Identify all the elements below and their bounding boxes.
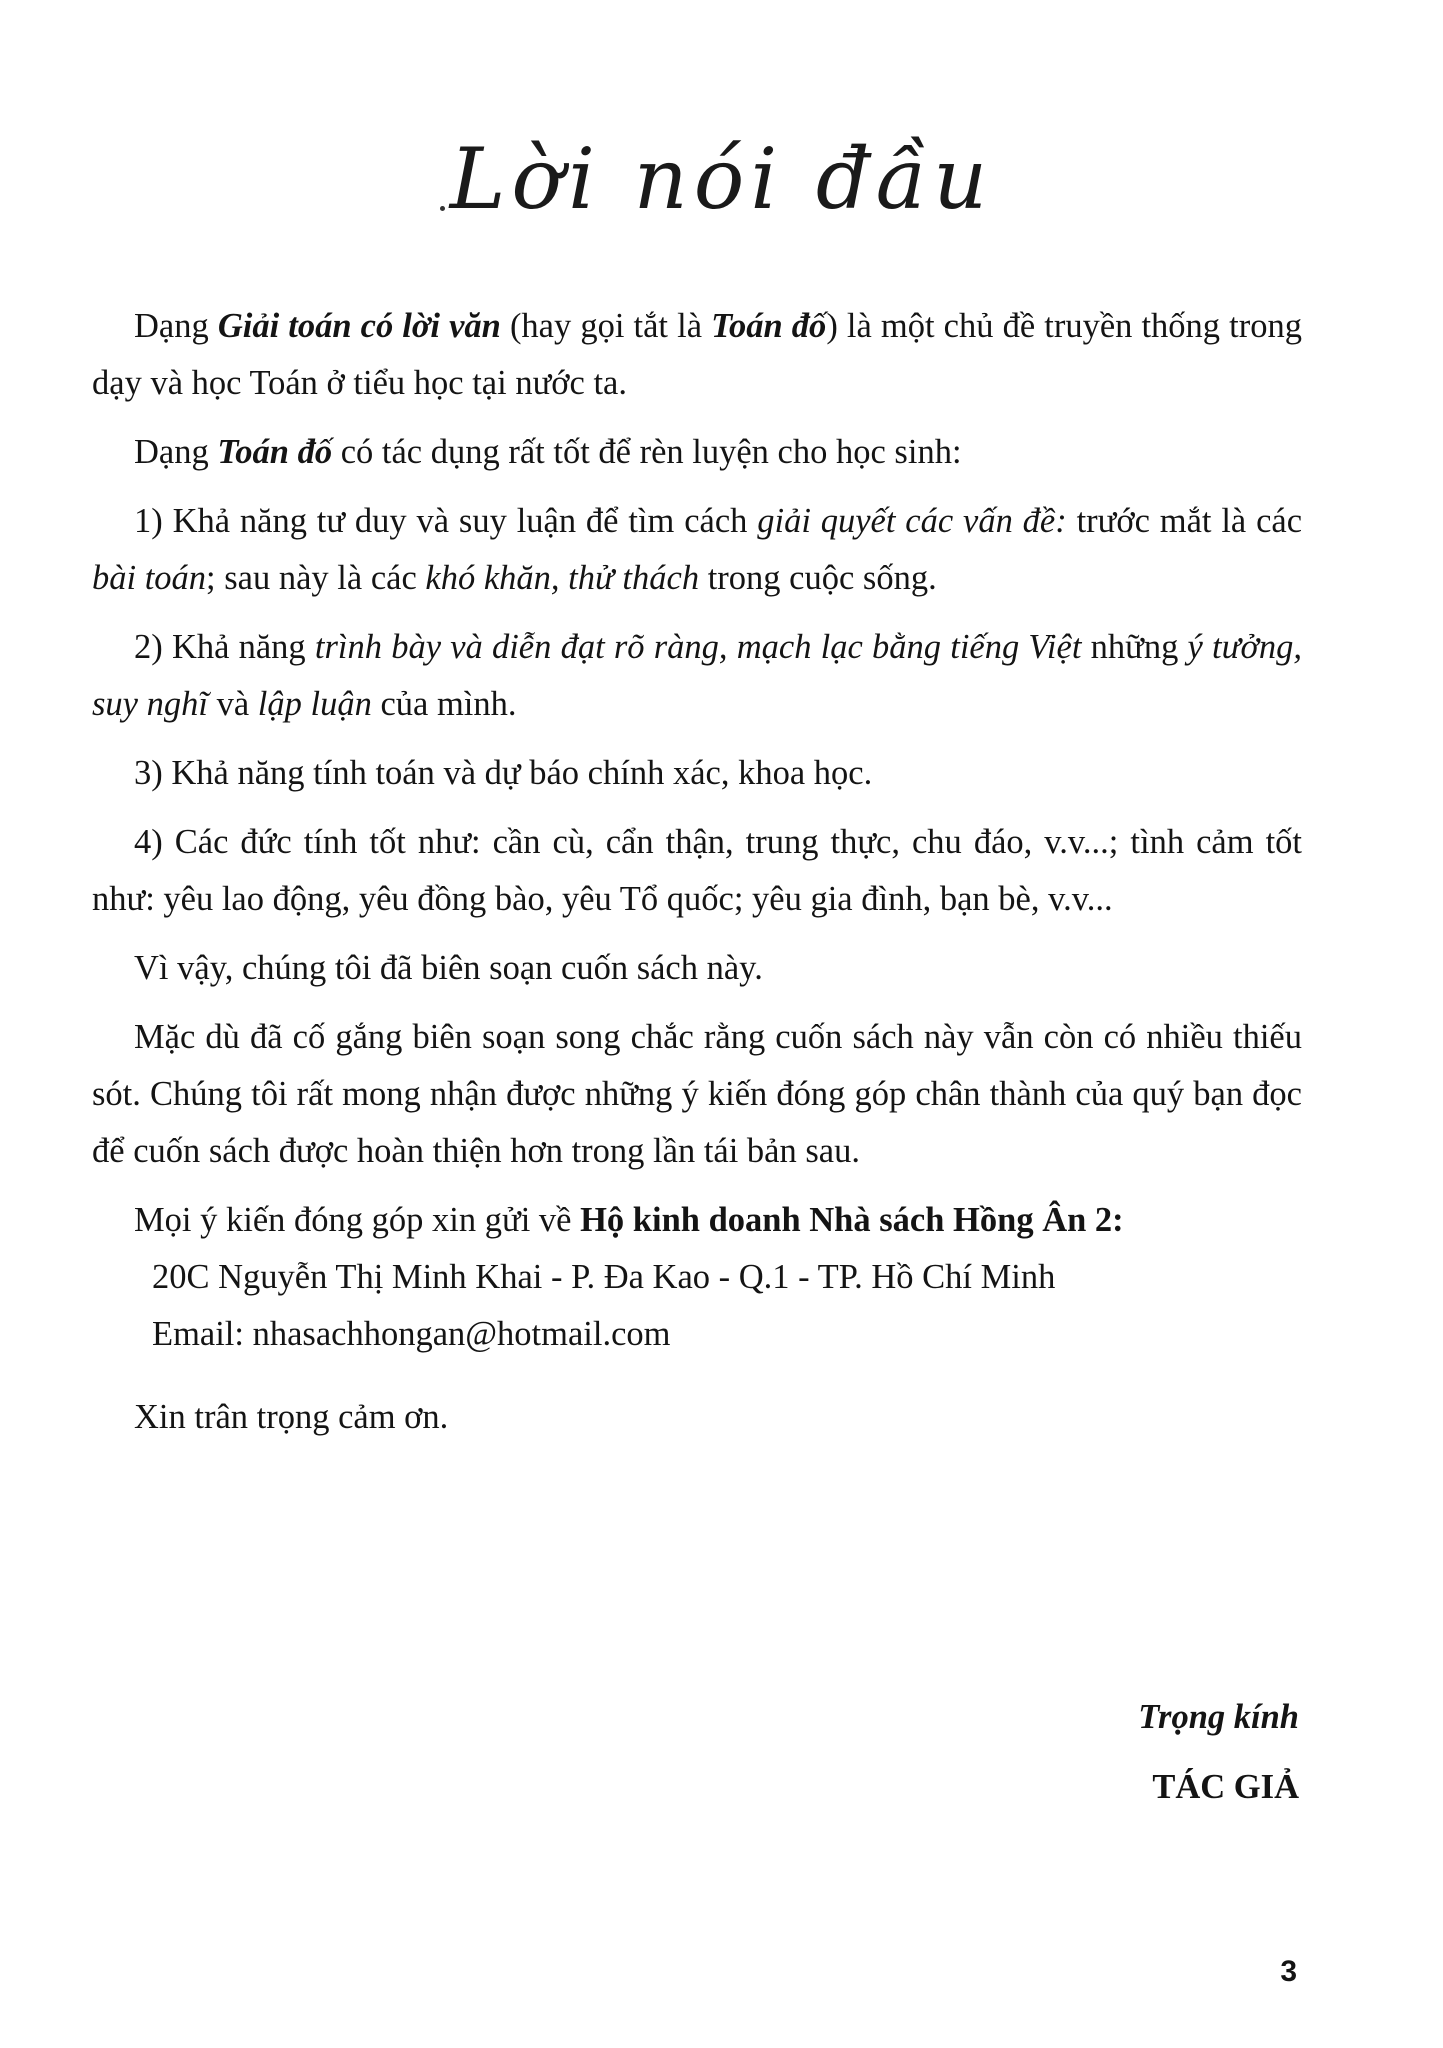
body-text	[92, 298, 1302, 1458]
signature-author: TÁC GIẢ	[1152, 1768, 1299, 1806]
signature-regards: Trọng kính	[1138, 1698, 1299, 1736]
paragraph-2: Dạng Toán đố có tác dụng rất tốt để rèn luyện cho học sinh:	[134, 433, 962, 471]
contact-email: Email: nhasachhongan@hotmail.com	[152, 1315, 671, 1353]
emphasis-giai-toan: Giải toán có lời văn	[217, 307, 501, 345]
title-dot	[440, 206, 445, 211]
paragraph-3: 1) Khả năng tư duy và suy luận để tìm cách giải quyết các vấn đề: trước mắt là các bài toán; sau này là các khó khăn, thử thách trong cuộc sống.	[92, 502, 1303, 597]
paragraph-4: 2) Khả năng trình bày và diễn đạt rõ ràng, mạch lạc bằng tiếng Việt những ý tưởng, suy nghĩ và lập luận của mình.	[92, 628, 1302, 723]
contact-intro-line: Mọi ý kiến đóng góp xin gửi về Hộ kinh doanh Nhà sách Hồng Ân 2:	[134, 1201, 1124, 1239]
paragraph-8: Mặc dù đã cố gắng biên soạn song chắc rằng cuốn sách này vẫn còn có nhiều thiếu sót. Chúng tôi rất mong nhận được những ý kiến đóng góp chân thành của quý bạn đọc để cuốn sách được hoàn thiện hơn trong lần tái bản sau.	[92, 1018, 1302, 1170]
paragraph-1: Dạng Giải toán có lời văn (hay gọi tắt là Toán đố) là một chủ đề truyền thống trong dạy và học Toán ở tiểu học tại nước ta.	[92, 307, 1302, 402]
emphasis-toan-do: Toán đố	[711, 307, 827, 345]
paragraph-5: 3) Khả năng tính toán và dự báo chính xác, khoa học.	[134, 754, 873, 792]
emphasis-toan-do: Toán đố	[217, 433, 333, 471]
page-number: 3	[1280, 1955, 1297, 1988]
paragraph-6: 4) Các đức tính tốt như: cần cù, cẩn thận, trung thực, chu đáo, v.v...; tình cảm tốt như: yêu lao động, yêu đồng bào, yêu Tổ quốc; yêu gia đình, bạn bè, v.v...	[92, 823, 1302, 918]
publisher-name: Hộ kinh doanh Nhà sách Hồng Ân 2:	[580, 1201, 1124, 1239]
contact-info	[92, 1192, 1302, 1363]
page-title	[0, 130, 1443, 228]
closing-thanks: Xin trân trọng cảm ơn.	[134, 1398, 449, 1436]
paragraph-7: Vì vậy, chúng tôi đã biên soạn cuốn sách này.	[134, 949, 763, 987]
title-text: Lời nói đầu	[449, 130, 994, 228]
contact-address: 20C Nguyễn Thị Minh Khai - P. Đa Kao - Q.1 - TP. Hồ Chí Minh	[152, 1258, 1056, 1296]
